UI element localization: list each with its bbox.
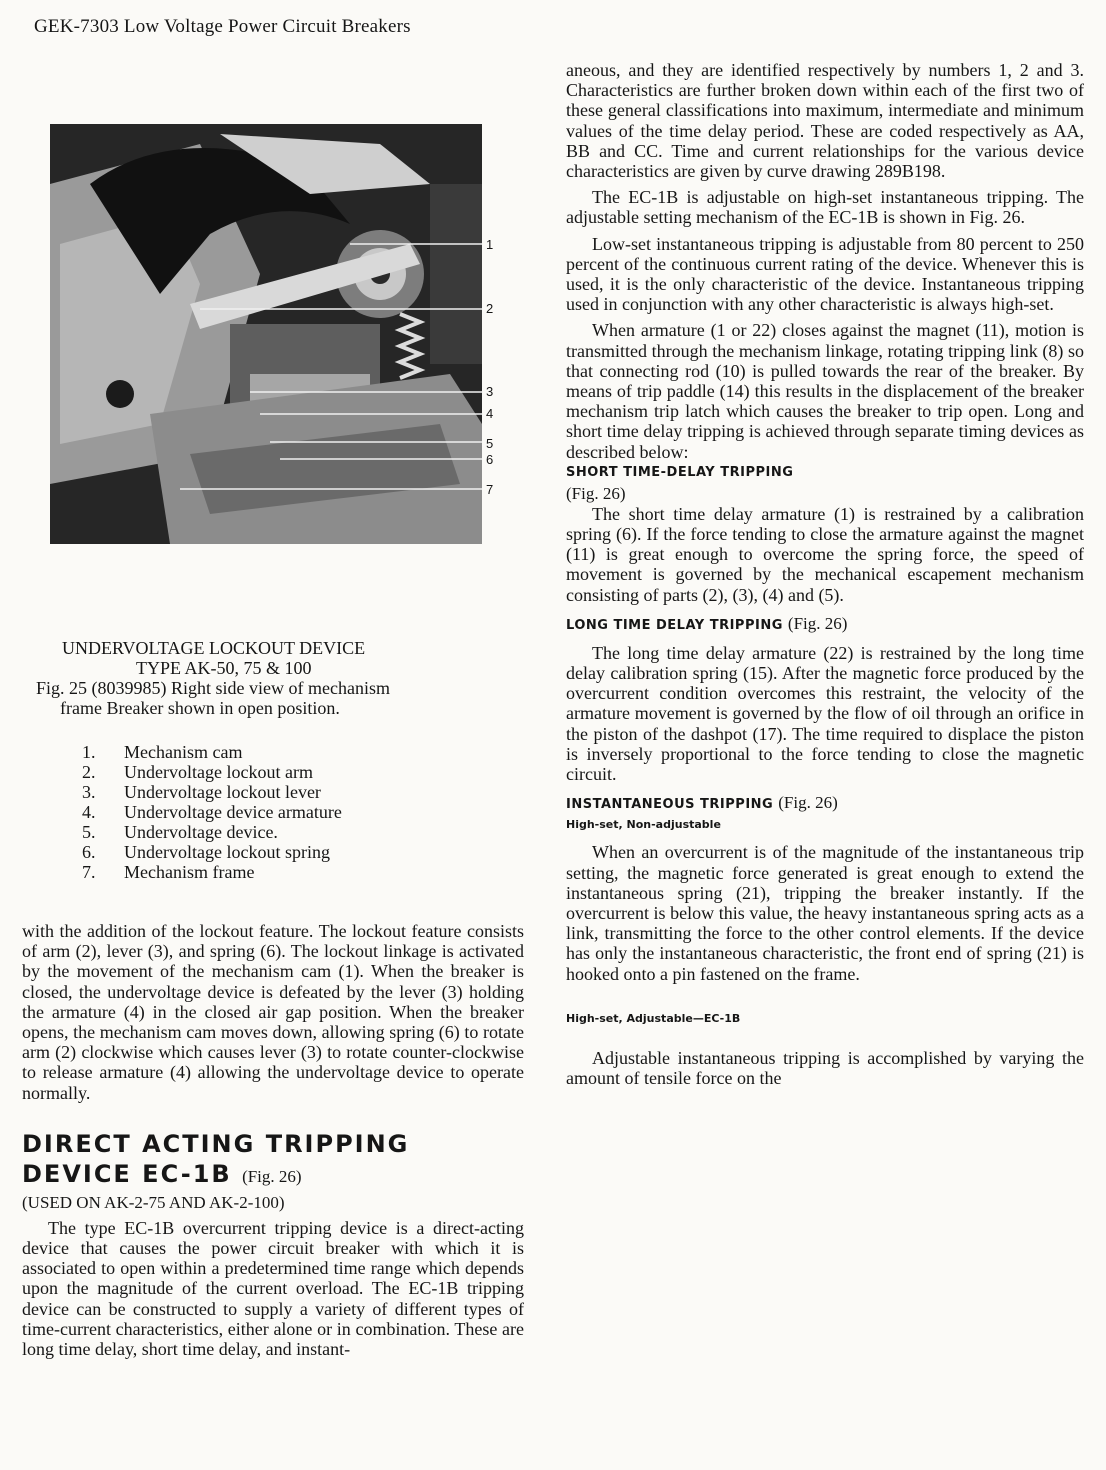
long-delay-paragraph: The long time delay armature (22) is restrained by the long time delay calibration spring (15). After the magnetic force produced by the overcurrent condition overcomes this restraint, the velocity of the armature movement is governed by the flow of oil through an orifice in the piston of the dashpot (17). The time required to displace the piston is inversely proportional to the force tending to close the magnetic circuit. [566,642,1084,785]
right-column [566,60,1084,1088]
legend-item: 4. Undervoltage device armature [82,802,342,822]
instantaneous-figure-ref: (Fig. 26) [778,793,838,813]
continuation-paragraph: aneous, and they are identified respectively by numbers 1, 2 and 3. Characteristics are further broken down within each of the first two of these general classifications into maximum, intermediate and minimum values of the time delay period. These are coded respectively as AA, BB and CC. Time and current relationships for the various device characteristics are given by curve drawing 289B198. [566,60,1084,182]
nonadjustable-heading: High-set, Non-adjustable [566,818,721,832]
callout-5: 5 [486,436,494,451]
callout-6: 6 [486,452,494,467]
long-delay-heading: LONG TIME DELAY TRIPPING [566,617,783,633]
caption-figure-number: Fig. 25 (8039985) Right side view of mechanism [36,678,390,698]
figure-caption [36,638,526,718]
legend-item: 3. Undervoltage lockout lever [82,782,321,802]
caption-title: UNDERVOLTAGE LOCKOUT DEVICE [62,638,366,658]
mechanism-photo [50,124,482,544]
instantaneous-heading-line [566,792,1084,816]
callout-4: 4 [486,406,494,421]
adjustable-heading: High-set, Adjustable—EC-1B [566,1011,741,1025]
used-on-note: (USED ON AK-2-75 AND AK-2-100) [22,1192,285,1212]
nonadjustable-paragraph: When an overcurrent is of the magnitude of the instantaneous trip setting, the magnetic force generated is great enough to extend the instantaneous spring (21), tripping the breaker instantly. If the overcurrent is below this value, the heavy instantaneous spring acts as a link, transmitting the force to the other control elements. If the device has only the instantaneous characteristic, the front end of spring (21) is hooked onto a pin fastened on the frame. [566,842,1084,984]
callout-7: 7 [486,482,494,497]
long-delay-figure-ref: (Fig. 26) [787,613,848,633]
adjustable-paragraph: Adjustable instantaneous tripping is accomplished by varying the amount of tensile force on the [566,1047,1084,1088]
caption-type: TYPE AK-50, 75 & 100 [136,658,312,678]
figure-legend [82,742,342,882]
caption-description: frame Breaker shown in open position. [60,698,340,718]
short-delay-heading: SHORT TIME-DELAY TRIPPING [566,464,794,480]
long-delay-heading-line [566,613,1084,637]
page-header: GEK-7303 Low Voltage Power Circuit Breakers [34,16,411,37]
legend-item: 2. Undervoltage lockout arm [82,762,313,782]
mechanism-illustration [50,124,482,544]
heading-figure-ref: (Fig. 26) [242,1166,302,1186]
legend-item: 6. Undervoltage lockout spring [82,842,330,862]
section-heading: DIRECT ACTING TRIPPING DEVICE EC-1B (Fig. 26) [22,1129,410,1188]
highset-paragraph: The EC-1B is adjustable on high-set instantaneous tripping. The adjustable setting mechanism of the EC-1B is shown in Fig. 26. [566,187,1084,228]
callout-2: 2 [486,301,494,316]
ec1b-paragraph: The type EC-1B overcurrent tripping device is a direct-acting device that causes the power circuit breaker with which it is associated to open within a predetermined time range which depends upon the magnitude of the current overload. The EC-1B tripping device can be constructed to supply a variety of different types of time-current characteristics, either alone or in combination. These are long time delay, short time delay, and instant- [22,1217,524,1360]
lowset-paragraph: Low-set instantaneous tripping is adjustable from 80 percent to 250 percent of the continuous current rating of the device. Whenever this is used, it is the only characteristic of the device. Instantaneous tripping used in conjunction with any other characteristic is always high-set. [566,233,1084,315]
short-delay-figure-ref: (Fig. 26) [566,483,626,503]
callout-1: 1 [486,237,494,252]
legend-item: 7. Mechanism frame [82,862,255,882]
instantaneous-heading: INSTANTANEOUS TRIPPING [566,797,774,813]
legend-item: 5. Undervoltage device. [82,822,278,842]
callout-3: 3 [486,384,494,399]
legend-item: 1. Mechanism cam [82,742,243,762]
lockout-paragraph: with the addition of the lockout feature. The lockout feature consists of arm (2), lever (3), and spring (6). The lockout linkage is activated by the movement of the mechanism cam (1). When the breaker is closed, the undervoltage device is defeated by the lever (3) holding the armature (4) in the closed air gap position. When the breaker opens, the mechanism cam moves down, allowing spring (6) to rotate arm (2) clockwise which causes lever (3) to rotate counter-clockwise to release armature (4) allowing the undervoltage device to operate normally. [22,921,524,1103]
armature-paragraph: When armature (1 or 22) closes against the magnet (11), motion is transmitted through the mechanism linkage, rotating tripping link (8) so that connecting rod (10) is pulled towards the rear of the breaker. By means of trip paddle (14) this results in the displacement of the breaker mechanism trip latch which causes the breaker to trip open. Long and short time delay tripping is achieved through separate timing devices as described below: [566,320,1084,462]
left-column [22,921,524,1359]
short-delay-paragraph: The short time delay armature (1) is restrained by a calibration spring (6). If the force tending to close the armature against the magnet (11) is great enough to overcome the spring force, the speed of movement is governed by the mechanical escapement mechanism consisting of parts (2), (3), (4) and (5). [566,503,1084,605]
